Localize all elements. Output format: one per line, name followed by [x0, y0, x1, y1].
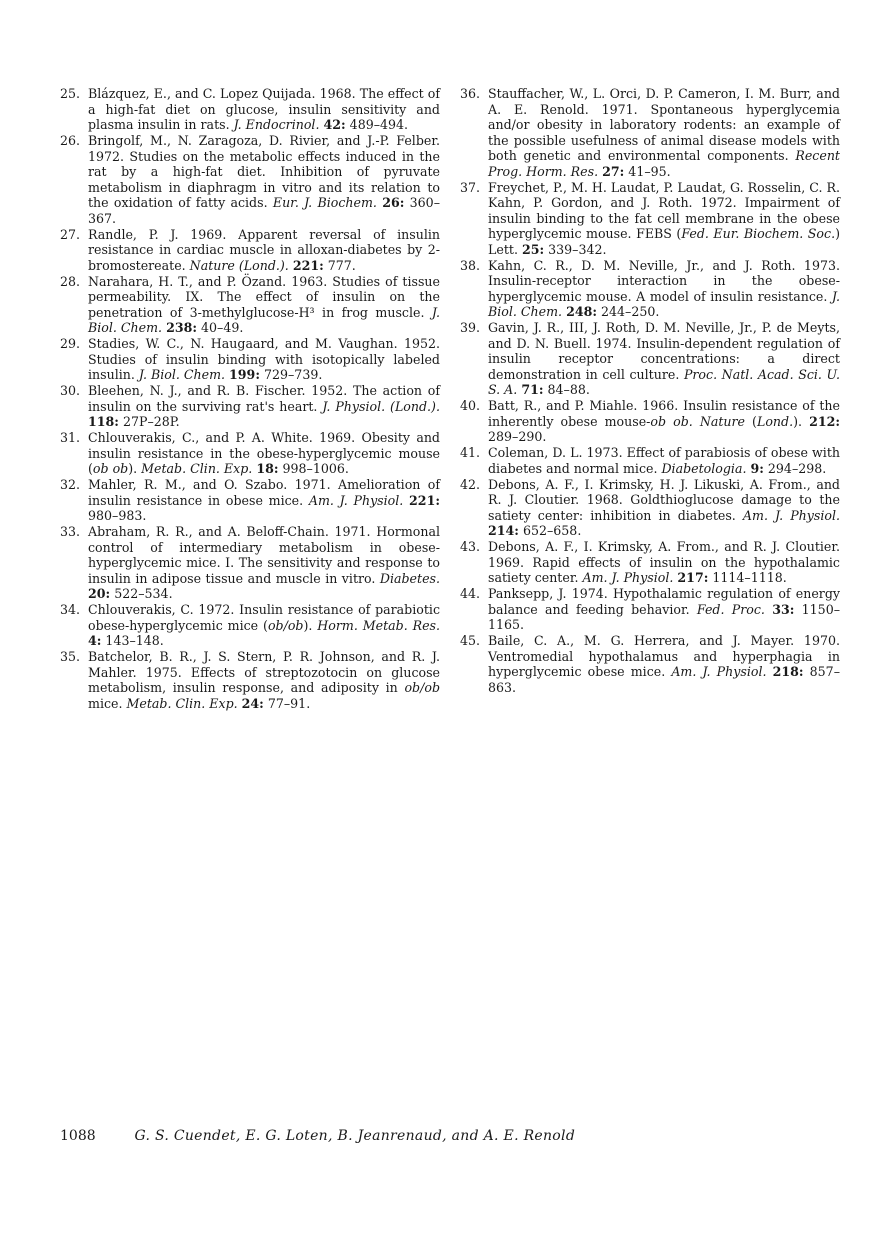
volume-number: 199: [229, 367, 260, 382]
reference-number: 37. [460, 179, 481, 195]
journal-title: Horm. Metab. Res. [317, 617, 440, 633]
journal-title: Am. J. Physiol. [671, 664, 767, 679]
citation-text: 489–494. [345, 117, 409, 132]
citation-text: Gavin, J. R., III, J. Roth, D. M. Neville, Jr., P. de Meyts, and D. N. Buell. 1974. Insulin-dependent regulation of insulin receptor concentrations: a direct demonstration in cell culture. [488, 320, 840, 382]
reference-number: 44. [460, 586, 481, 601]
journal-title: Eur. J. Biochem. [272, 195, 377, 210]
citation-text: mice. [88, 695, 127, 711]
reference-text [488, 86, 840, 179]
volume-number: 18: [256, 461, 279, 476]
reference-number: 41. [460, 445, 481, 460]
citation-text: Stadies, W. C., N. Haugaard, and M. Vaughan. 1952. Studies of insulin binding with isotopically labeled insulin. [88, 336, 440, 382]
reference-number: 42. [460, 476, 481, 492]
reference-item [60, 477, 440, 524]
citation-text: 27P–28P. [118, 414, 180, 429]
citation-text: 1114–1118. [708, 570, 787, 585]
reference-item [460, 180, 840, 258]
volume-number: 118: [88, 414, 119, 429]
volume-number: 248: [566, 304, 597, 319]
reference-item [60, 430, 440, 477]
citation-text: 244–250. [597, 304, 660, 319]
reference-item [60, 602, 440, 649]
running-authors: G. S. Cuendet, E. G. Loten, B. Jeanrenaud, and A. E. Renold [134, 1128, 576, 1144]
citation-text: Coleman, D. L. 1973. Effect of parabiosis of obese with diabetes and normal mice. [488, 445, 840, 476]
reference-text [88, 86, 440, 133]
volume-number: 27: [602, 163, 625, 179]
reference-item [460, 586, 840, 633]
reference-number: 39. [460, 320, 481, 335]
reference-number: 34. [60, 602, 81, 617]
reference-text [88, 383, 440, 430]
volume-number: 20: [88, 586, 111, 601]
journal-title: Lond. [756, 413, 794, 429]
reference-item [460, 320, 840, 398]
journal-title: Metab. Clin. Exp. [141, 461, 253, 476]
citation-text: 77–91. [263, 695, 311, 711]
citation-text: ). [303, 617, 318, 633]
reference-item [460, 633, 840, 695]
journal-title: Am. J. Physiol. [742, 507, 840, 523]
reference-text [88, 649, 440, 711]
journal-title: J. Physiol. (Lond.). [322, 398, 440, 414]
reference-text [488, 398, 840, 445]
journal-title: Diabetes. [379, 570, 440, 586]
reference-text [88, 602, 440, 649]
reference-item [460, 86, 840, 179]
citation-text: 84–88. [543, 382, 590, 397]
volume-number: 4: [88, 633, 102, 648]
references-right-column [460, 86, 840, 696]
reference-number: 30. [60, 383, 81, 398]
page-footer [60, 1128, 575, 1144]
journal-title: ob/ob [404, 680, 440, 695]
citation-text: Mahler, R. M., and O. Szabo. 1971. Amelioration of insulin resistance in obese mice. [88, 477, 440, 508]
reference-item [60, 383, 440, 430]
reference-number: 29. [60, 336, 81, 351]
journal-title: J. Endocrinol. [233, 117, 320, 132]
volume-number: 214: [488, 523, 519, 538]
reference-item [60, 336, 440, 383]
volume-number: 218: [772, 664, 804, 679]
citation-text: 294–298. [763, 460, 827, 476]
journal-title: Am. J. Physiol. [308, 492, 404, 508]
journal-title: ob/ob [267, 617, 304, 633]
citation-text: 652–658. [518, 523, 582, 538]
citation-text: 998–1006. [278, 461, 349, 476]
citation-text: Chlouverakis, C. 1972. Insulin resistance of parabiotic obese-hyperglycemic mice ( [88, 602, 440, 633]
citation-text: Batt, R., and P. Miahle. 1966. Insulin resistance of the inherently obese mouse- [488, 398, 840, 429]
citation-text: Debons, A. F., I. Krimsky, A. From., and R. J. Cloutier. 1969. Rapid effects of insulin on the hypothalamic satiety center. [488, 539, 840, 585]
citation-text: 729–739. [259, 367, 323, 382]
journal-title: Recent Prog. Horm. Res. [488, 148, 840, 179]
volume-number: 25: [521, 241, 545, 257]
reference-item [460, 258, 840, 320]
reference-text [488, 445, 840, 476]
citation-text: ). [128, 461, 142, 476]
reference-number: 40. [460, 398, 481, 413]
volume-number: 212: [809, 413, 840, 429]
citation-text: Freychet, P., M. H. Laudat, P. Laudat, G. Rosselin, C. R. Kahn, P. Gordon, and J. Roth. 1972. Impairment of insulin binding to the fat cell membrane in the obese hyperglycemic mouse. FEBS ( [488, 179, 840, 241]
reference-text [88, 524, 440, 602]
page-number: 1088 [60, 1128, 96, 1144]
citation-text: ( [745, 413, 757, 429]
reference-item [460, 445, 840, 476]
citation-text: 777. [323, 257, 356, 273]
reference-item [60, 133, 440, 226]
volume-number: 238: [166, 320, 197, 335]
reference-number: 27. [60, 226, 81, 242]
volume-number: 26: [382, 195, 405, 210]
citation-text: ). [793, 413, 810, 429]
reference-number: 36. [460, 86, 481, 101]
volume-number: 33: [772, 601, 795, 617]
citation-text: Narahara, H. T., and P. Özand. 1963. Studies of tissue permeability. IX. The effect of insulin on the penetration of 3-methylglucose-H³ in frog muscle. [88, 273, 440, 320]
citation-text: ) Lett. [488, 226, 840, 257]
reference-number: 38. [460, 257, 481, 273]
reference-item [460, 398, 840, 445]
reference-number: 32. [60, 477, 81, 492]
citation-text: Debons, A. F., I. Krimsky, H. J. Likuski, A. From., and R. J. Cloutier. 1968. Goldthioglucose damage to the satiety center: inhibition in diabetes. [488, 476, 840, 523]
citation-text: 339–342. [544, 241, 607, 257]
citation-text: Blázquez, E., and C. Lopez Quijada. 1968. The effect of a high-fat diet on glucose, insulin sensitivity and plasma insulin in rats. [88, 86, 440, 132]
citation-text: Randle, P. J. 1969. Apparent reversal of insulin resistance in cardiac muscle in alloxan-diabetes by 2-bromostereate. [88, 226, 440, 273]
citation-text: Batchelor, B. R., J. S. Stern, P. R. Johnson, and R. J. Mahler. 1975. Effects of streptozotocin on glucose metabolism, insulin response, and adiposity in [88, 649, 440, 695]
citation-text: Abraham, R. R., and A. Beloff-Chain. 1971. Hormonal control of intermediary metabolism in obese-hyperglycemic mice. I. The sensitivity and response to insulin in adipose tissue and muscle in vitro. [88, 524, 440, 586]
journal-title: Fed. Eur. Biochem. Soc. [681, 226, 836, 241]
volume-number: 24: [241, 695, 264, 711]
volume-number: 221: [292, 257, 324, 273]
journal-title: J. Biol. Chem. [88, 304, 440, 335]
volume-number: 42: [323, 117, 346, 132]
reference-text [488, 586, 840, 633]
citation-text: 143–148. [101, 633, 164, 648]
citation-text: 289–290. [488, 429, 547, 444]
reference-text [488, 180, 840, 258]
reference-text [488, 477, 840, 539]
journal-title: ob ob. Nature [650, 413, 745, 429]
citation-text: 857–863. [488, 664, 840, 695]
reference-number: 35. [60, 649, 81, 664]
citation-text: 40–49. [197, 320, 244, 335]
reference-text [88, 430, 440, 477]
reference-text [88, 133, 440, 226]
journal-title: Nature (Lond.). [189, 257, 289, 273]
reference-item [60, 227, 440, 274]
journal-title: J. Biol. Chem. [488, 288, 840, 319]
reference-item [60, 524, 440, 602]
journal-title: ob ob [92, 461, 129, 476]
reference-item [460, 539, 840, 586]
citation-text: 360–367. [88, 195, 440, 226]
journal-title: Proc. Natl. Acad. Sci. U. S. A. [488, 366, 840, 397]
reference-text [88, 274, 440, 336]
citation-text: Bringolf, M., N. Zaragoza, D. Rivier, and J.-P. Felber. 1972. Studies on the metabolic effects induced in the rat by a high-fat diet. Inhibition of pyruvate metabolism in diaphragm in vitro and its relation to the oxidation of fatty acids. [88, 133, 440, 210]
citation-text: Baile, C. A., M. G. Herrera, and J. Mayer. 1970. Ventromedial hypothalamus and hyperphagia in hyperglycemic obese mice. [488, 633, 840, 679]
reference-number: 28. [60, 273, 81, 289]
reference-number: 26. [60, 133, 81, 148]
volume-number: 217: [677, 570, 709, 585]
reference-number: 43. [460, 539, 481, 554]
reference-text [88, 336, 440, 383]
reference-item [60, 86, 440, 133]
reference-text [488, 633, 840, 695]
journal-title: Metab. Clin. Exp. [126, 695, 238, 711]
reference-number: 33. [60, 524, 81, 539]
reference-number: 45. [460, 633, 481, 648]
journal-title: Diabetologia. [661, 460, 747, 476]
reference-item [60, 649, 440, 711]
citation-text: Kahn, C. R., D. M. Neville, Jr., and J. Roth. 1973. Insulin-receptor interaction in the obese-hyperglycemic mouse. A model of insulin resistance. [488, 257, 840, 304]
reference-item [460, 477, 840, 539]
citation-text: 41–95. [624, 163, 671, 179]
reference-text [488, 320, 840, 398]
citation-text: Chlouverakis, C., and P. A. White. 1969. Obesity and insulin resistance in the obese-hyperglycemic mouse ( [88, 430, 440, 476]
reference-item [60, 274, 440, 336]
reference-text [88, 477, 440, 524]
volume-number: 221: [409, 492, 440, 508]
citation-text: Stauffacher, W., L. Orci, D. P. Cameron, I. M. Burr, and A. E. Renold. 1971. Spontaneous hyperglycemia and/or obesity in laboratory rodents: an example of the possible usefulness of animal disease models with both genetic and environmental components. [488, 86, 840, 163]
citation-text: Bleehen, N. J., and R. B. Fischer. 1952. The action of insulin on the surviving rat's heart. [88, 383, 440, 414]
reference-number: 31. [60, 430, 81, 445]
journal-title: Fed. Proc. [696, 601, 765, 617]
volume-number: 71: [521, 382, 544, 397]
journal-title: Am. J. Physiol. [582, 570, 674, 585]
citation-text: 522–534. [110, 586, 173, 601]
reference-text [488, 258, 840, 320]
journal-title: J. Biol. Chem. [138, 367, 226, 382]
citation-text: 1150–1165. [488, 601, 841, 632]
reference-number: 25. [60, 86, 81, 101]
volume-number: 9: [750, 460, 764, 476]
citation-text: 980–983. [88, 508, 147, 523]
reference-text [88, 227, 440, 274]
references-left-column [60, 86, 440, 712]
citation-text: Panksepp, J. 1974. Hypothalamic regulation of energy balance and feeding behavior. [488, 586, 840, 617]
reference-text [488, 539, 840, 586]
